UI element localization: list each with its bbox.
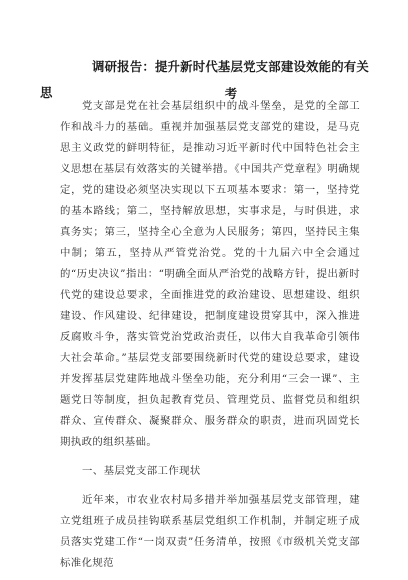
document-title: 调研报告：提升新时代基层党支部建设效能的有关思 xyxy=(40,59,369,100)
section-heading: 一、基层党支部工作现状 xyxy=(82,465,201,477)
body-paragraph: 党支部是党在社会基层组织中的战斗堡垒，是党的全部工作和战斗力的基础。重视并加强基层党支部党的建设，是马克思主义政党的鲜明特征，是推动习近平新时代中国特色社会主义思想在基层有效落实的关键举措。《中国共产党章程》明确规定，党的建设必须坚决实现以下五项基本要求：第一，坚持党的基本路线；第二，坚持解放思想，实事求是，与时俱进，求真务实；第三，坚持全心全意为人民服务；第四，坚持民主集中制；第五，坚持从严管党治党。党的十九届六中全会通过的“历史决议”指出：“明确全面从严治党的战略方针，提出新时代党的建设总要求，全面推进党的政治建设、思想建设、组织建设、作风建设、纪律建设，把制度建设贯穿其中，深入推进反腐败斗争，落实管党治党政治责任，以伟大自我革命引领伟大社会革命。”基层党支部要围绕新时代党的建设总要求，建设并发挥基层党建阵地战斗堡垒功能，充分利用“三会一课”、主题党日等制度，担负起教育党员、管理党员、监督党员和组织群众、宣传群众、凝聚群众、服务群众的职责，进而巩固党长期执政的组织基础。 xyxy=(60,100,360,448)
document-body xyxy=(60,96,360,574)
body-paragraph: 近年来，市农业农村局多措并举加强基层党支部管理，建立党组班子成员挂钩联系基层党组织工作机制，并制定班子成员落实党建工作“一岗双责”任务清单，按照《市级机关党支部标准化规范 xyxy=(60,494,360,569)
document-title-continuation: 考 xyxy=(224,86,238,101)
